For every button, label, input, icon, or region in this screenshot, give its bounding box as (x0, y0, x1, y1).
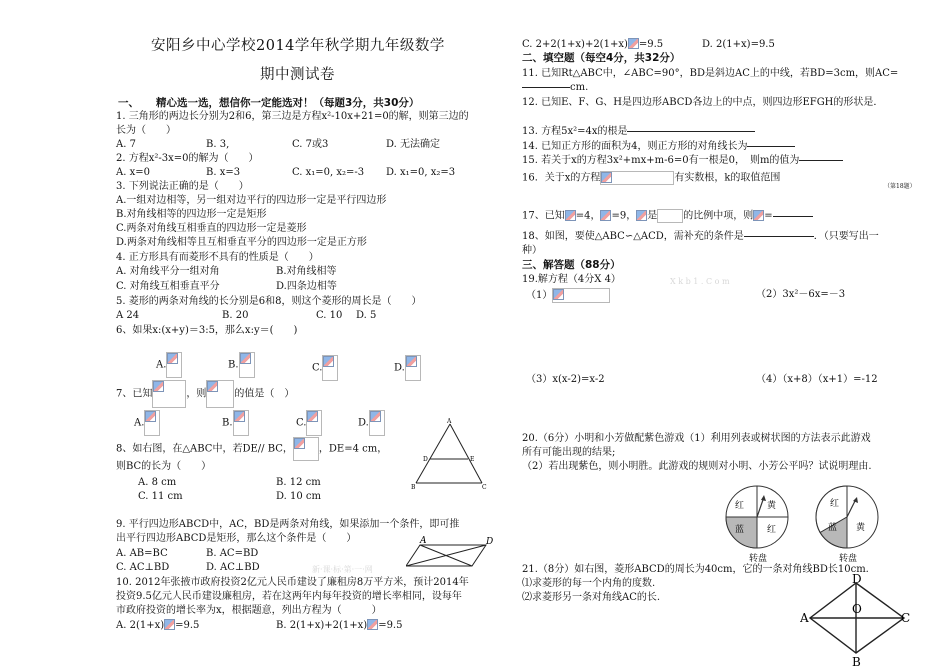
formula-image-icon (145, 411, 156, 422)
q10-option-b: B. 2(1+x)+2(1+x) =9.5 (276, 620, 403, 631)
watermark: 新·课·标·第·一·网 (312, 565, 373, 574)
q10-text-cont: 投资9.5亿元人民币建设廉租房，若在这两年内每年投资的增长率相同，设每年 (116, 591, 462, 602)
q3-option-a: A.一组对边相等，另一组对边平行的四边形一定是平行四边形 (116, 195, 387, 206)
section3-heading: 三、解答题（88分） (522, 259, 621, 271)
formula-image-icon (240, 353, 251, 364)
formula-image-icon (600, 210, 611, 221)
q13-text: 13. 方程5x²=4x的根是 (522, 125, 755, 138)
spinner-2-yellow: 黄 (856, 523, 866, 533)
spinner-2-label: 转盘 (839, 554, 858, 564)
q2-option-c: C. x₁=0, x₂=-3 (292, 167, 365, 178)
q7-text: 7、已知 ，则 的值是（ ） (116, 380, 294, 408)
fraction-image (306, 410, 322, 436)
q10-option-d: D. 2(1+x)=9.5 (702, 39, 775, 50)
q21-part2: ⑵求菱形另一条对角线AC的长. (522, 592, 661, 603)
figure-caption: （第18题） (884, 183, 916, 190)
q1-option-b: B. 3, (206, 139, 230, 150)
q9-text: 9. 平行四边形ABCD中，AC，BD是两条对角线，如果添加一个条件，即可推 (116, 519, 460, 530)
formula-image-icon (753, 210, 764, 221)
exam-title: 安阳乡中心学校2014学年秋学期九年级数学 (151, 38, 445, 54)
q4-option-a: A. 对角线平分一组对角 (116, 266, 220, 277)
q6-option-a: A. (156, 352, 182, 378)
q11-text: 11. 已知Rt△ABC中，∠ABC=90°，BD是斜边AC上的中线，若BD=3cm，则AC= (522, 68, 899, 79)
q9-text-cont: 出平行四边形ABCD是矩形，那么这个条件是（ ） (116, 533, 357, 544)
formula-image-icon (323, 356, 334, 367)
fraction-image (239, 352, 255, 378)
q9-option-b: B. AC=BD (206, 548, 259, 559)
formula-image-icon (367, 619, 378, 630)
q6-option-b: B. (228, 352, 255, 378)
formula-box (206, 380, 234, 408)
answer-blank[interactable] (627, 131, 755, 132)
q3-text: 3. 下列说法正确的是（ ） (116, 181, 249, 192)
q14-text: 14. 已知正方形的面积为4，则正方形的对角线长为 (522, 140, 795, 153)
section2-heading: 二、填空题（每空4分，共32分） (522, 52, 681, 64)
label-c: C (901, 611, 911, 625)
q19-text: 19.解方程（4分X 4） (522, 274, 621, 285)
label-c: C (482, 484, 487, 490)
formula-image-icon (153, 381, 164, 392)
formula-image-icon (370, 411, 381, 422)
q8-option-d: D. 10 cm (276, 491, 322, 502)
q6-text: 6、如果x:(x+y)＝3:5，那么x:y＝( ) (116, 325, 298, 336)
q21-text: 21.（8分）如右图，菱形ABCD的周长为40cm，它的一条对角线BD长10cm. (522, 564, 869, 575)
answer-blank[interactable] (773, 216, 813, 217)
q1-option-d: D. 无法确定 (386, 139, 441, 150)
spinner-1-yellow: 黄 (767, 501, 777, 511)
spinner-1 (722, 482, 792, 564)
fraction-image (293, 437, 319, 461)
q4-option-b: B.对角线相等 (276, 266, 337, 277)
formula-image-icon (628, 38, 639, 49)
q4-option-d: D.四条边相等 (276, 281, 337, 292)
q5-option-b: B. 20 (222, 310, 249, 321)
q7-option-c: C. (296, 410, 322, 436)
spinner-1-red2: 红 (767, 525, 777, 535)
label-d: D (852, 573, 862, 586)
q8-text: 8、如右图，在△ABC中，若DE// BC， ，DE=4 cm， (116, 437, 387, 461)
q8-option-c: C. 11 cm (138, 491, 183, 502)
watermark: X k b 1 . C o m (670, 277, 730, 286)
q10-option-c: C. 2+2(1+x)+2(1+x) =9.5 (522, 39, 664, 50)
formula-image-icon (307, 411, 318, 422)
answer-blank[interactable] (522, 87, 570, 88)
q3-option-c: C.两条对角线互相垂直的四边形一定是菱形 (116, 223, 307, 234)
q10-text: 10. 2012年张掖市政府投资2亿元人民币建设了廉租房8万平方米，预计2014年 (116, 577, 469, 588)
exam-subtitle: 期中测试卷 (260, 67, 335, 83)
label-b: B (852, 655, 861, 669)
q1-option-c: C. 7或3 (292, 139, 329, 150)
triangle-figure (406, 414, 496, 490)
section1-number: 一、 (118, 97, 139, 109)
formula-box (657, 209, 683, 223)
q17-text: 17、已知 =4， =9， 是 的比例中项，则 = (522, 209, 813, 223)
q19-part1: （1） (526, 288, 610, 303)
q9-option-d: D. AC⊥BD (206, 562, 260, 573)
formula-image-icon (167, 353, 178, 364)
q15-text: 15. 若关于x的方程3x²+mx+m-6=0有一根是0， 则m的值为 (522, 154, 843, 167)
answer-blank[interactable] (747, 146, 795, 147)
label-a: A (447, 418, 452, 425)
q10-text-cont2: 市政府投资的增长率为x，根据题意，列出方程为（ ） (116, 605, 382, 616)
formula-image-icon (164, 619, 175, 630)
q11-text-cont: cm. (522, 81, 588, 94)
q2-option-a: A. x=0 (116, 167, 150, 178)
formula-image-icon (565, 210, 576, 221)
spinner-2-red: 红 (830, 499, 840, 509)
q1-text-cont: 长为（ ） (116, 125, 176, 136)
q5-option-d: D. 5 (356, 310, 377, 321)
label-d: D (423, 456, 428, 463)
q8-text-cont: 则BC的长为（ ） (116, 461, 212, 472)
q6-option-c: C. (312, 355, 338, 381)
q20-text-cont: 所有可能出现的结果; (522, 447, 616, 458)
fraction-image (233, 410, 249, 436)
formula-image-icon (234, 411, 245, 422)
q12-text: 12. 已知E、F、G、H是四边形ABCD各边上的中点，则四边形EFGH的形状是． (522, 97, 884, 108)
formula-box (600, 171, 674, 185)
formula-box (152, 380, 186, 408)
q1-text: 1. 三角形的两边长分别为2和6，第三边是方程x²-10x+21=0的解，则第三边的 (116, 111, 469, 122)
q16-text: 16．关于x的方程 有实数根，k的取值范围 (522, 172, 781, 184)
fraction-image (369, 410, 385, 436)
triangle-side-ac (450, 424, 482, 483)
q8-option-b: B. 12 cm (276, 477, 321, 488)
label-e: E (470, 456, 475, 463)
q18-text: 18、如图，要使△ABC∽△ACD，需补充的条件是 ．（只要写出一 (522, 231, 879, 242)
q19-part4: （4）（x+8）（x+1）=-12 (756, 374, 878, 385)
q7-option-d: D. (358, 410, 385, 436)
formula-image-icon (601, 172, 612, 183)
fraction-image (405, 355, 421, 381)
spinner-2 (812, 482, 882, 564)
q2-option-d: D. x₁=0, x₂=3 (386, 167, 456, 178)
q18-text-cont: 种） (522, 245, 542, 256)
formula-image-icon (294, 438, 305, 449)
formula-image-icon (406, 356, 417, 367)
section1-heading: 精心选一选，想信你一定能选对！（每题3分，共30分） (156, 97, 420, 109)
q5-text: 5. 菱形的两条对角线的长分别是6和8，则这个菱形的周长是（ ） (116, 296, 422, 307)
label-a: A (420, 536, 427, 546)
q2-text: 2. 方程x²-3x=0的解为（ ） (116, 153, 259, 164)
q6-option-d: D. (394, 355, 421, 381)
formula-box (552, 288, 610, 303)
q8-option-a: A. 8 cm (138, 477, 177, 488)
label-o: O (852, 602, 862, 616)
q20-text: 20.（6分）小明和小芳做配紫色游戏（1）利用列表或树状图的方法表示此游戏 (522, 433, 871, 444)
fraction-image (144, 410, 160, 436)
q7-option-b: B. (222, 410, 249, 436)
q3-option-b: B.对角线相等的四边形一定是矩形 (116, 209, 267, 220)
q4-text: 4. 正方形具有而菱形不具有的性质是（ ） (116, 252, 319, 263)
q10-option-a: A. 2(1+x) =9.5 (116, 620, 200, 631)
rhombus-figure (800, 573, 912, 671)
q5-option-c: C. 10 (316, 310, 343, 321)
q19-part3: （3）x(x-2)=x-2 (526, 374, 605, 385)
triangle-side-ab (416, 424, 450, 483)
formula-image-icon (553, 289, 564, 300)
q5-option-a: A 24 (116, 310, 140, 321)
fraction-image (166, 352, 182, 378)
label-b: B (411, 484, 416, 490)
q7-option-a: A. (134, 410, 160, 436)
fraction-image (322, 355, 338, 381)
q4-option-c: C. 对角线互相垂直平分 (116, 281, 220, 292)
q20-text-cont2: （2）若出现紫色，则小明胜。此游戏的规则对小明、小芳公平吗？试说明理由. (522, 461, 872, 472)
spinner-2-blue: 蓝 (828, 523, 838, 533)
q3-option-d: D.两条对角线相等且互相垂直平分的四边形一定是正方形 (116, 237, 367, 248)
label-a: A (800, 611, 809, 625)
q21-part1: ⑴求菱形的每一个内角的度数. (522, 578, 656, 589)
answer-blank[interactable] (744, 236, 814, 237)
q19-part2: （2）3x²－6x=－3 (756, 289, 846, 300)
formula-image-icon (207, 381, 218, 392)
spinner-1-label: 转盘 (749, 554, 768, 564)
q2-option-b: B. x=3 (206, 167, 241, 178)
spinner-1-blue: 蓝 (735, 525, 745, 535)
q9-option-a: A. AB=BC (116, 548, 168, 559)
spinner-1-red: 红 (735, 501, 745, 511)
answer-blank[interactable] (799, 160, 843, 161)
q9-option-c: C. AC⊥BD (116, 562, 170, 573)
parallelogram-figure (406, 535, 498, 571)
formula-image-icon (636, 210, 647, 221)
label-d: D (486, 537, 494, 547)
q1-option-a: A. 7 (116, 139, 136, 150)
